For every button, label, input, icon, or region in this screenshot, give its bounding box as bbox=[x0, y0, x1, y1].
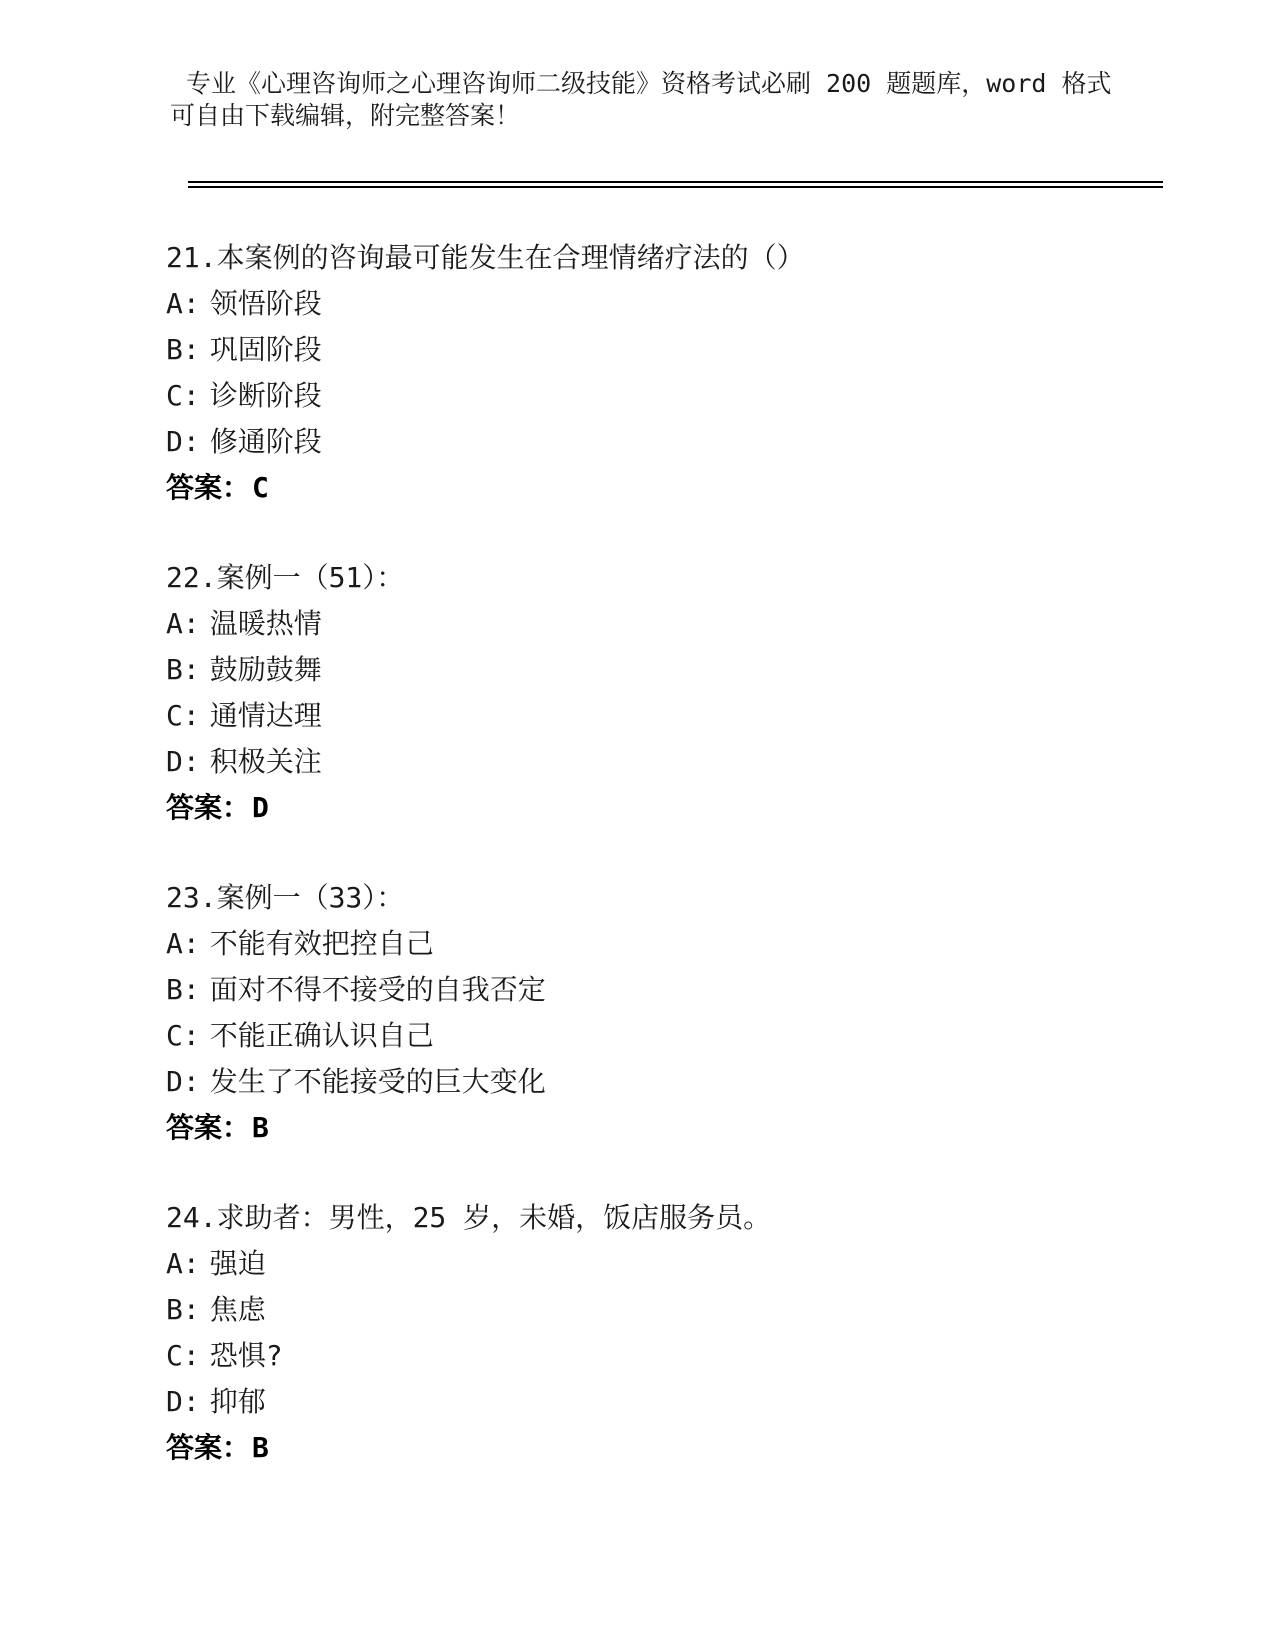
option-text: 领悟阶段 bbox=[209, 287, 322, 320]
header-line: 专业《心理咨询师之心理咨询师二级技能》资格考试必刷 200 题题库，word 格式 bbox=[186, 69, 1112, 98]
header-divider bbox=[188, 181, 1163, 188]
answer-label: 答案： bbox=[166, 1111, 251, 1144]
answer-row bbox=[166, 465, 1126, 511]
option-row bbox=[166, 693, 1126, 739]
option-text: 修通阶段 bbox=[209, 425, 322, 458]
option-text: 恐惧? bbox=[209, 1339, 283, 1372]
option-row bbox=[166, 1059, 1126, 1105]
option-row bbox=[166, 419, 1126, 465]
option-row bbox=[166, 739, 1126, 785]
option-text: 巩固阶段 bbox=[209, 333, 322, 366]
option-row bbox=[166, 967, 1126, 1013]
answer-label: 答案： bbox=[166, 1431, 251, 1464]
option-row bbox=[166, 1333, 1126, 1379]
option-letter: B: bbox=[166, 973, 200, 1006]
option-row bbox=[166, 921, 1126, 967]
option-letter: C: bbox=[166, 379, 200, 412]
question-block bbox=[166, 875, 1126, 1151]
option-letter: B: bbox=[166, 1293, 200, 1326]
option-row bbox=[166, 1287, 1126, 1333]
question-heading: 24.求助者：男性，25 岁，未婚，饭店服务员。 bbox=[166, 1201, 772, 1234]
document-header bbox=[170, 68, 1112, 132]
option-letter: C: bbox=[166, 1019, 200, 1052]
answer-label: 答案： bbox=[166, 791, 251, 824]
option-letter: A: bbox=[166, 287, 200, 320]
option-text: 焦虑 bbox=[209, 1293, 266, 1326]
option-text: 鼓励鼓舞 bbox=[209, 653, 322, 686]
option-letter: A: bbox=[166, 1247, 200, 1280]
option-row bbox=[166, 601, 1126, 647]
option-text: 面对不得不接受的自我否定 bbox=[209, 973, 546, 1006]
option-text: 诊断阶段 bbox=[209, 379, 322, 412]
question-heading: 22.案例一（51）： bbox=[166, 561, 405, 594]
option-letter: D: bbox=[166, 1065, 200, 1098]
option-row bbox=[166, 327, 1126, 373]
option-text: 发生了不能接受的巨大变化 bbox=[209, 1065, 546, 1098]
question-block bbox=[166, 555, 1126, 831]
option-row bbox=[166, 373, 1126, 419]
option-letter: B: bbox=[166, 653, 200, 686]
header-line: 可自由下载编辑，附完整答案！ bbox=[170, 101, 521, 130]
option-text: 温暖热情 bbox=[209, 607, 322, 640]
answer-value: B bbox=[252, 1111, 269, 1144]
answer-row bbox=[166, 1105, 1126, 1151]
question-heading: 23.案例一（33）： bbox=[166, 881, 405, 914]
option-text: 不能有效把控自己 bbox=[209, 927, 434, 960]
option-letter: D: bbox=[166, 1385, 200, 1418]
option-text: 抑郁 bbox=[209, 1385, 266, 1418]
option-row bbox=[166, 1013, 1126, 1059]
option-letter: A: bbox=[166, 927, 200, 960]
option-text: 不能正确认识自己 bbox=[209, 1019, 434, 1052]
question-heading: 21.本案例的咨询最可能发生在合理情绪疗法的（） bbox=[166, 241, 805, 274]
answer-value: D bbox=[252, 791, 269, 824]
option-letter: B: bbox=[166, 333, 200, 366]
option-letter: C: bbox=[166, 699, 200, 732]
option-row bbox=[166, 281, 1126, 327]
question-block bbox=[166, 235, 1126, 511]
option-row bbox=[166, 1379, 1126, 1425]
answer-value: C bbox=[252, 471, 269, 504]
option-row bbox=[166, 647, 1126, 693]
option-letter: D: bbox=[166, 745, 200, 778]
option-letter: D: bbox=[166, 425, 200, 458]
answer-row bbox=[166, 1425, 1126, 1471]
answer-value: B bbox=[252, 1431, 269, 1464]
answer-label: 答案： bbox=[166, 471, 251, 504]
question-list bbox=[166, 235, 1126, 1515]
option-text: 积极关注 bbox=[209, 745, 322, 778]
option-row bbox=[166, 1241, 1126, 1287]
question-block bbox=[166, 1195, 1126, 1471]
option-text: 通情达理 bbox=[209, 699, 322, 732]
option-letter: A: bbox=[166, 607, 200, 640]
option-text: 强迫 bbox=[209, 1247, 266, 1280]
option-letter: C: bbox=[166, 1339, 200, 1372]
answer-row bbox=[166, 785, 1126, 831]
